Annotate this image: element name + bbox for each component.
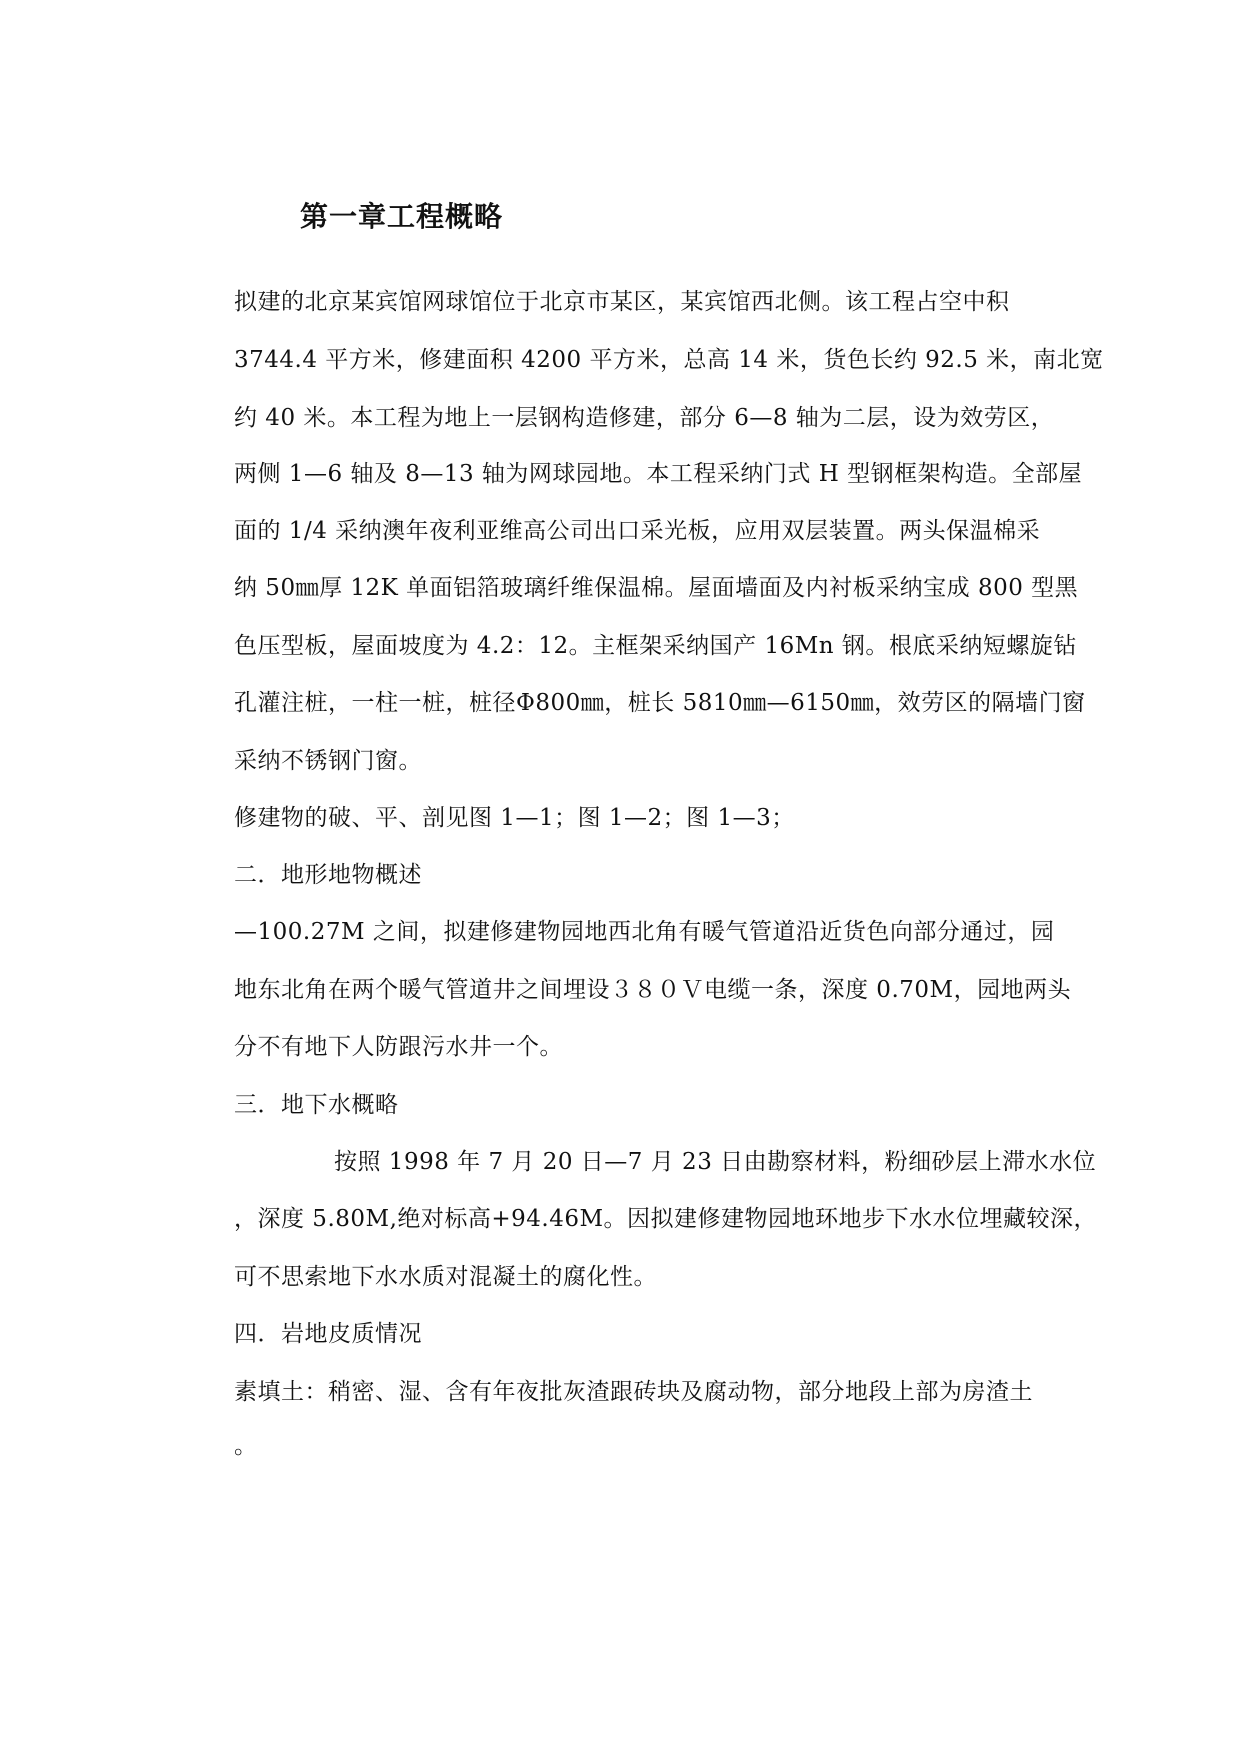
paragraph-line: 修建物的破、平、剖见图 1—1；图 1—2；图 1—3； (234, 805, 795, 831)
section-heading: 四．岩地皮质情况 (234, 1321, 422, 1347)
paragraph-line: 3744.4 平方米，修建面积 4200 平方米，总高 14 米，货色长约 92.5 米，南北宽 (234, 347, 1104, 373)
paragraph-line: 面的 1/4 采纳澳年夜利亚维高公司出口采光板，应用双层装置。两头保温棉采 (234, 518, 1041, 544)
paragraph-line: 纳 50㎜厚 12K 单面铝箔玻璃纤维保温棉。屋面墙面及内衬板采纳宝成 800 型黑 (234, 575, 1079, 601)
section-heading: 三．地下水概略 (234, 1092, 399, 1118)
paragraph-line: 。 (234, 1433, 258, 1459)
paragraph-line: 两侧 1—6 轴及 8—13 轴为网球园地。本工程采纳门式 H 型钢框架构造。全部屋 (234, 461, 1083, 487)
paragraph-line: —100.27M 之间，拟建修建物园地西北角有暖气管道沿近货色向部分通过，园 (234, 919, 1055, 945)
paragraph-line: 拟建的北京某宾馆网球馆位于北京市某区，某宾馆西北侧。该工程占空中积 (234, 289, 1010, 315)
paragraph-line: 约 40 米。本工程为地上一层钢构造修建，部分 6—8 轴为二层，设为效劳区， (234, 405, 1055, 431)
paragraph-line: 采纳不锈钢门窗。 (234, 748, 422, 774)
paragraph-line: 分不有地下人防跟污水井一个。 (234, 1034, 563, 1060)
paragraph-line: 色压型板，屋面坡度为 4.2：12。主框架采纳国产 16Mn 钢。根底采纳短螺旋钻 (234, 633, 1077, 659)
paragraph-line: ，深度 5.80M,绝对标高+94.46M。因拟建修建物园地环地步下水水位埋藏较深， (234, 1206, 1098, 1232)
paragraph-line: 按照 1998 年 7 月 20 日—7 月 23 日由勘察材料，粉细砂层上滞水水位 (334, 1149, 1097, 1175)
paragraph-line: 地东北角在两个暖气管道井之间埋设３８０Ｖ电缆一条，深度 0.70M，园地两头 (234, 977, 1072, 1003)
paragraph-line: 素填土：稍密、湿、含有年夜批灰渣跟砖块及腐动物，部分地段上部为房渣土 (234, 1379, 1033, 1405)
chapter-title: 第一章工程概略 (300, 200, 504, 233)
paragraph-line: 孔灌注桩，一柱一桩，桩径Φ800㎜，桩长 5810㎜—6150㎜，效劳区的隔墙门窗 (234, 690, 1086, 716)
section-heading: 二．地形地物概述 (234, 862, 422, 888)
paragraph-line: 可不思索地下水水质对混凝土的腐化性。 (234, 1264, 657, 1290)
